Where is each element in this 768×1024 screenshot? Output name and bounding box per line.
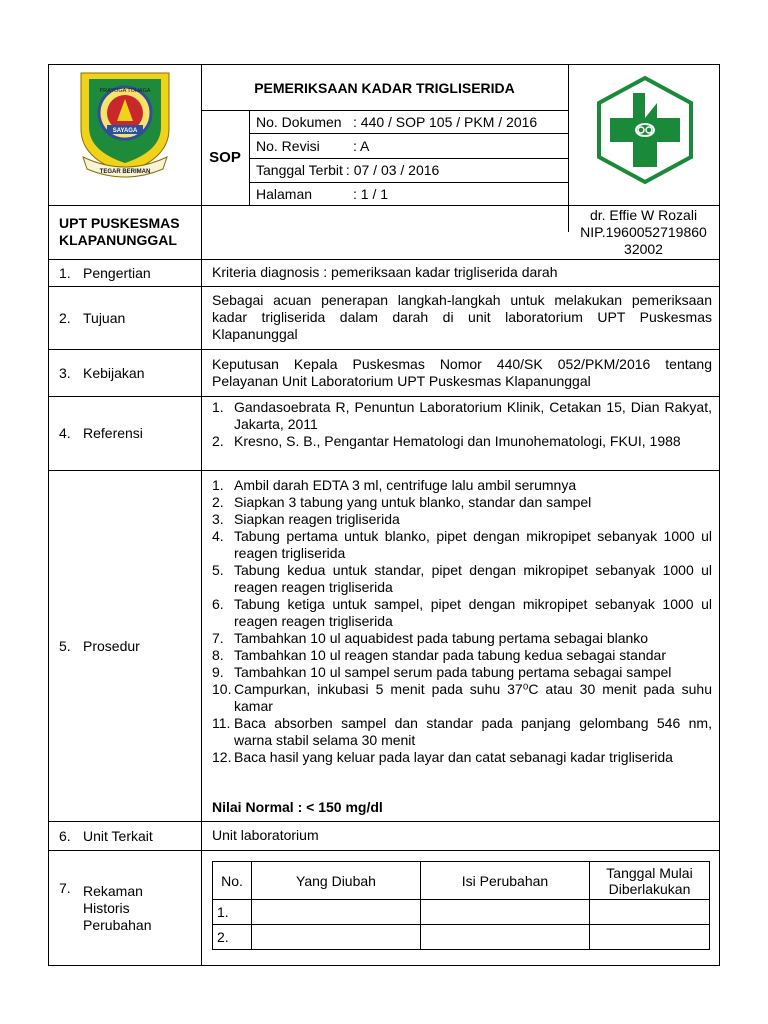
- organization-line: UPT PUSKESMAS: [59, 215, 180, 231]
- svg-text:PRAYOGA TOHAGA: PRAYOGA TOHAGA: [99, 88, 151, 94]
- list-text: Gandasoebrata R, Penuntun Laboratorium Klinik, Cetakan 15, Dian Rakyat, Jakarta, 2011: [234, 399, 712, 432]
- list-number: 6.: [212, 596, 224, 612]
- revision-history-table: [212, 861, 710, 950]
- table-cell: [421, 900, 590, 925]
- regency-logo: [77, 69, 173, 181]
- list-number: 10.: [212, 681, 232, 697]
- list-text: Siapkan reagen trigliserida: [234, 511, 400, 527]
- table-row: [213, 900, 710, 925]
- sop-label: SOP: [209, 149, 241, 166]
- puskesmas-logo: [593, 75, 697, 185]
- list-text: Campurkan, inkubasi 5 menit pada suhu 37⁰C atau 30 menit pada suhu kamar: [234, 681, 712, 714]
- normal-value: Nilai Normal : < 150 mg/dl: [212, 799, 383, 815]
- section-label: Unit Terkait: [83, 827, 153, 844]
- doc-field-label: Tanggal Terbit: [256, 162, 343, 178]
- list-text: Tambahkan 10 ul sampel serum pada tabung pertama sebagai sampel: [234, 664, 672, 680]
- section-label-rekaman: [59, 850, 199, 966]
- section-label-line: Rekaman: [83, 882, 143, 899]
- signer-block: [568, 205, 719, 259]
- signer-name: dr. Effie W Rozali: [589, 206, 698, 223]
- list-text: Tabung kedua untuk standar, pipet dengan mikropipet sebanyak 1000 ul reagen reagen trigliserida: [234, 562, 712, 595]
- section-text-kebijakan: Keputusan Kepala Puskesmas Nomor 440/SK 052/PKM/2016 tentang Pelayanan Unit Laboratorium UPT Puskesmas Klapanunggal: [212, 356, 712, 389]
- table-cell: 2.: [213, 925, 252, 950]
- list-number: 3.: [212, 511, 224, 527]
- section-number: 3.: [59, 364, 71, 381]
- table-header-row: [213, 862, 710, 900]
- doc-field-value: : 1 / 1: [353, 185, 389, 202]
- list-number: 9.: [212, 664, 224, 680]
- doc-field-value: : 07 / 03 / 2016: [345, 162, 440, 178]
- list-number: 1.: [212, 399, 224, 415]
- list-item: [212, 681, 712, 715]
- table-cell: [252, 925, 421, 950]
- section-label-pengertian: [59, 259, 199, 286]
- section-label: Referensi: [83, 425, 143, 441]
- procedure-steps: [212, 477, 712, 766]
- list-item: [212, 664, 712, 681]
- list-number: 11.: [212, 715, 231, 731]
- list-text: Siapkan 3 tabung yang untuk blanko, standar dan sampel: [234, 494, 592, 510]
- svg-text:SAYAGA: SAYAGA: [112, 128, 138, 134]
- puskesmas-green-cross-icon: [593, 75, 697, 185]
- section-text-pengertian: Kriteria diagnosis : pemeriksaan kadar trigliserida darah: [212, 264, 558, 280]
- svg-text:TEGAR BERIMAN: TEGAR BERIMAN: [99, 169, 151, 175]
- list-item: [212, 562, 712, 596]
- section-label-referensi: [59, 396, 199, 470]
- section-label: Prosedur: [83, 637, 140, 654]
- document-title: PEMERIKSAAN KADAR TRIGLISERIDA: [254, 79, 515, 96]
- list-text: Baca absorben sampel dan standar pada panjang gelombang 546 nm, warna stabil selama 30 menit: [234, 715, 712, 748]
- list-number: 2.: [212, 494, 224, 510]
- list-item: [212, 399, 712, 433]
- section-label-line: Perubahan: [83, 916, 152, 933]
- section-label: Tujuan: [83, 309, 126, 326]
- list-number: 1.: [212, 477, 224, 493]
- section-label: [83, 883, 152, 934]
- table-cell: [421, 925, 590, 950]
- column-header: Isi Perubahan: [421, 862, 590, 900]
- list-item: [212, 647, 712, 664]
- list-item: [212, 749, 712, 766]
- section-text-unit-terkait: Unit laboratorium: [212, 827, 319, 843]
- list-number: 8.: [212, 647, 224, 663]
- section-text-tujuan: Sebagai acuan penerapan langkah-langkah untuk melakukan pemeriksaan kadar trigliserida dalam darah di unit laboratorium UPT Puskesmas Klapanunggal: [212, 292, 712, 342]
- signer-nip: 32002: [624, 240, 663, 257]
- list-number: 2.: [212, 433, 224, 449]
- section-label: Kebijakan: [83, 364, 145, 381]
- list-text: Ambil darah EDTA 3 ml, centrifuge lalu ambil serumnya: [234, 477, 577, 493]
- organization-name: [59, 205, 199, 259]
- list-text: Tabung ketiga untuk sampel, pipet dengan mikropipet sebanyak 1000 ul reagen reagen trigliserida: [234, 596, 712, 629]
- section-number: 2.: [59, 309, 71, 326]
- reference-list: [212, 399, 712, 450]
- list-text: Tabung pertama untuk blanko, pipet dengan mikropipet sebanyak 1000 ul reagen trigliserida: [234, 528, 712, 561]
- column-header: Tanggal Mulai Diberlakukan: [590, 862, 710, 900]
- section-label-kebijakan: [59, 349, 199, 396]
- list-number: 5.: [212, 562, 224, 578]
- section-label-unit-terkait: [59, 821, 199, 850]
- section-label: Pengertian: [83, 264, 151, 281]
- list-item: [212, 433, 712, 450]
- doc-field-page: [256, 182, 388, 205]
- list-number: 7.: [212, 630, 224, 646]
- list-item: [212, 630, 712, 647]
- section-number: 1.: [59, 264, 71, 281]
- section-number: 4.: [59, 425, 71, 441]
- section-label-prosedur: [59, 470, 199, 821]
- table-cell: 1.: [213, 900, 252, 925]
- list-number: 4.: [212, 528, 224, 544]
- list-text: Baca hasil yang keluar pada layar dan catat sebanagi kadar trigliserida: [234, 749, 673, 765]
- section-number: 6.: [59, 827, 71, 844]
- list-number: 12.: [212, 749, 232, 765]
- section-label-line: Historis: [83, 899, 130, 916]
- table-cell: [590, 925, 710, 950]
- regency-coat-of-arms-icon: [77, 69, 173, 181]
- section-label-tujuan: [59, 286, 199, 349]
- organization-line: KLAPANUNGGAL: [59, 232, 177, 248]
- doc-field-value: : 440 / SOP 105 / PKM / 2016: [353, 113, 538, 130]
- section-number: 7.: [59, 880, 71, 896]
- doc-field-revision: [256, 133, 369, 158]
- table-cell: [252, 900, 421, 925]
- list-item: [212, 494, 712, 511]
- signer-nip: NIP.1960052719860: [580, 223, 707, 240]
- doc-field-label: No. Revisi: [256, 137, 320, 154]
- table-row: [213, 925, 710, 950]
- column-header: No.: [213, 862, 252, 900]
- list-item: [212, 596, 712, 630]
- list-text: Tambahkan 10 ul reagen standar pada tabung kedua sebagai standar: [234, 647, 666, 663]
- list-item: [212, 511, 712, 528]
- list-text: Tambahkan 10 ul aquabidest pada tabung pertama sebagai blanko: [234, 630, 649, 646]
- doc-field-number: [256, 110, 537, 133]
- list-item: [212, 715, 712, 749]
- doc-field-value: : A: [353, 137, 370, 154]
- doc-field-label: Halaman: [256, 185, 313, 202]
- list-item: [212, 528, 712, 562]
- column-header: Yang Diubah: [252, 862, 421, 900]
- doc-field-issue-date: [256, 158, 439, 182]
- sop-document: [48, 64, 720, 966]
- list-item: [212, 477, 712, 494]
- doc-field-label: No. Dokumen: [256, 113, 342, 130]
- section-number: 5.: [59, 637, 71, 654]
- list-text: Kresno, S. B., Pengantar Hematologi dan Imunohematologi, FKUI, 1988: [234, 433, 681, 449]
- table-cell: [590, 900, 710, 925]
